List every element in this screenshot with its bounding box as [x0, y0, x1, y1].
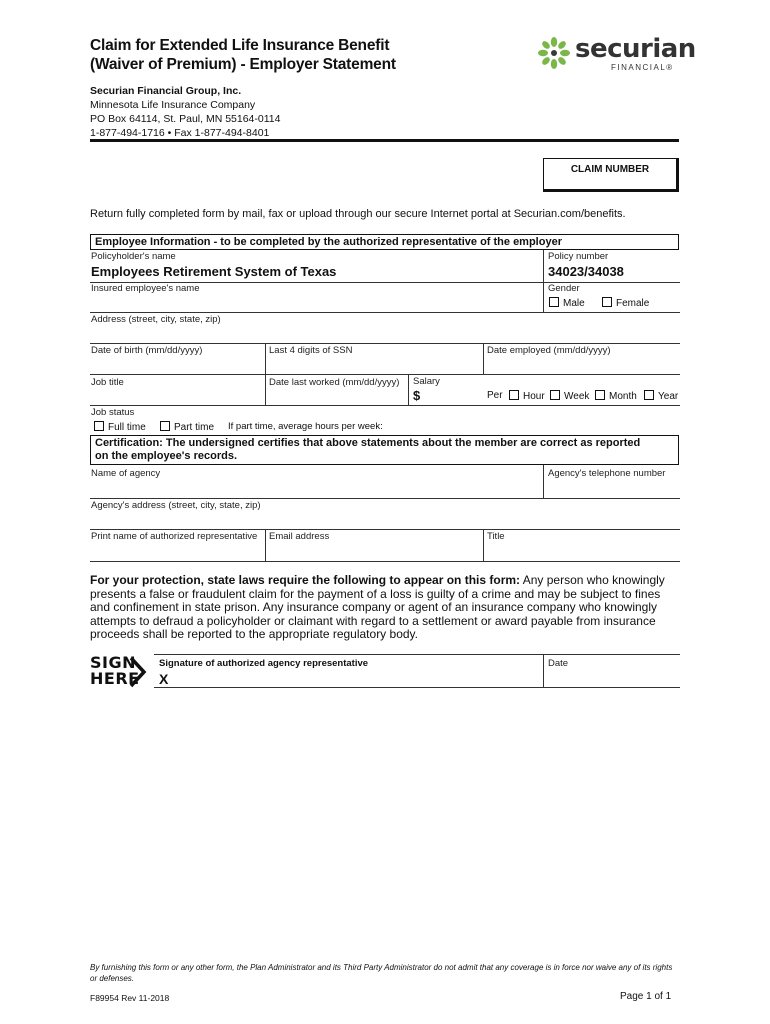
dob-label: Date of birth (mm/dd/yyyy): [91, 345, 203, 356]
part-time-label: Part time: [174, 422, 215, 433]
part-time-checkbox[interactable]: [160, 421, 170, 431]
salary-label: Salary: [413, 376, 440, 387]
certification-title-line2: on the employee's records.: [95, 450, 237, 462]
print-name-field[interactable]: [91, 544, 261, 558]
date-last-worked-field[interactable]: [269, 389, 405, 403]
form-number: F89954 Rev 11-2018: [90, 993, 170, 1003]
employee-section-header: [90, 234, 679, 250]
part-time-hours-field[interactable]: [390, 419, 510, 433]
gender-female-option[interactable]: [602, 297, 649, 309]
divider: [265, 374, 266, 405]
email-label: Email address: [269, 531, 330, 542]
salary-field[interactable]: [425, 388, 480, 402]
agency-address-field[interactable]: [91, 513, 679, 527]
per-year-option[interactable]: [644, 390, 678, 402]
title-field[interactable]: [487, 544, 677, 558]
certification-section-header: [90, 435, 679, 465]
signature-date-label: Date: [548, 658, 569, 669]
form-title-line2: (Waiver of Premium) - Employer Statement: [90, 56, 396, 73]
divider: [90, 529, 680, 530]
date-last-worked-label: Date last worked (mm/dd/yyyy): [269, 377, 400, 388]
company-name: Securian Financial Group, Inc.: [90, 85, 242, 97]
claim-number-label: CLAIM NUMBER: [570, 164, 650, 175]
hour-label: Hour: [523, 391, 545, 402]
ssn-field[interactable]: [269, 358, 479, 372]
year-checkbox[interactable]: [644, 390, 654, 400]
agency-phone-label: Agency's telephone number: [548, 468, 666, 479]
policyholder-label: Policyholder's name: [91, 251, 176, 262]
company-line3: PO Box 64114, St. Paul, MN 55164-0114: [90, 113, 281, 125]
email-field[interactable]: [269, 544, 479, 558]
signature-x-mark: X: [159, 671, 169, 687]
per-week-option[interactable]: [550, 390, 589, 402]
part-time-hours-label: If part time, average hours per week:: [228, 421, 383, 432]
company-line4: 1-877-494-1716 • Fax 1-877-494-8401: [90, 127, 270, 139]
signature-date-field[interactable]: [548, 670, 678, 686]
certification-title-line1: Certification: The undersigned certifies that above statements about the member are correct as reported: [95, 437, 641, 449]
month-checkbox[interactable]: [595, 390, 605, 400]
divider: [154, 654, 680, 655]
job-title-field[interactable]: [91, 389, 261, 403]
fraud-warning-heading: For your protection, state laws require the following to appear on this form:: [90, 573, 521, 587]
policy-number-label: Policy number: [548, 251, 609, 262]
part-time-option[interactable]: [160, 421, 214, 433]
agency-name-label: Name of agency: [91, 468, 161, 479]
page-number: Page 1 of 1: [620, 991, 672, 1002]
job-title-label: Job title: [91, 377, 124, 388]
divider: [408, 374, 409, 405]
address-field[interactable]: [91, 327, 679, 341]
agency-phone-field[interactable]: [548, 481, 678, 495]
salary-dollar-symbol: $: [413, 388, 421, 403]
divider: [90, 405, 680, 406]
signature-label: Signature of authorized agency representative: [159, 658, 369, 669]
divider: [483, 529, 484, 561]
divider: [543, 250, 544, 282]
print-name-label: Print name of authorized representative: [91, 531, 258, 542]
claim-number-box[interactable]: [543, 158, 679, 192]
agency-name-field[interactable]: [91, 481, 539, 495]
agency-address-label: Agency's address (street, city, state, zip): [91, 500, 261, 511]
gender-male-option[interactable]: [549, 297, 585, 309]
per-month-option[interactable]: [595, 390, 637, 402]
sign-here-arrow-icon: [128, 656, 148, 688]
salary-per-label: Per: [487, 390, 503, 401]
footer-disclaimer: By furnishing this form or any other form, the Plan Administrator and its Third Party Administrator do not admit that any coverage is in force nor waive any of its rights or defenses.: [90, 963, 673, 983]
form-title-line1: Claim for Extended Life Insurance Benefit: [90, 37, 390, 54]
date-employed-label: Date employed (mm/dd/yyyy): [487, 345, 611, 356]
fraud-warning-notice: [90, 574, 680, 642]
per-hour-option[interactable]: [509, 390, 545, 402]
ssn-label: Last 4 digits of SSN: [269, 345, 353, 356]
divider: [90, 561, 680, 562]
hour-checkbox[interactable]: [509, 390, 519, 400]
signature-field[interactable]: [175, 670, 539, 686]
week-checkbox[interactable]: [550, 390, 560, 400]
policy-number-field[interactable]: 34023/34038: [548, 264, 624, 279]
employee-section-title: Employee Information - to be completed by the authorized representative of the employer: [95, 236, 562, 248]
divider: [483, 343, 484, 374]
securian-logo: [537, 34, 696, 74]
date-employed-field[interactable]: [487, 358, 677, 372]
company-address-block: [90, 84, 280, 140]
divider: [543, 465, 544, 498]
gender-label: Gender: [548, 283, 580, 294]
year-label: Year: [658, 391, 679, 402]
company-line2: Minnesota Life Insurance Company: [90, 99, 256, 111]
securian-flower-icon: [537, 36, 571, 70]
insured-name-field[interactable]: [91, 296, 539, 310]
male-checkbox[interactable]: [549, 297, 559, 307]
sign-here-line1: SIGN: [90, 653, 136, 672]
month-label: Month: [609, 391, 637, 402]
full-time-option[interactable]: [94, 421, 146, 433]
address-label: Address (street, city, state, zip): [91, 314, 221, 325]
policyholder-field[interactable]: Employees Retirement System of Texas: [91, 264, 337, 279]
form-title: [90, 36, 396, 74]
week-label: Week: [564, 391, 590, 402]
divider: [90, 312, 680, 313]
divider: [543, 654, 544, 687]
dob-field[interactable]: [91, 358, 261, 372]
title-label: Title: [487, 531, 505, 542]
full-time-checkbox[interactable]: [94, 421, 104, 431]
instructions-text: Return fully completed form by mail, fax or upload through our secure Internet portal at Securian.com/benefits.: [90, 208, 626, 220]
logo-subtitle: FINANCIAL®: [611, 63, 674, 72]
female-label: Female: [616, 298, 650, 309]
insured-name-label: Insured employee's name: [91, 283, 200, 294]
full-time-label: Full time: [108, 422, 146, 433]
job-status-label: Job status: [91, 407, 135, 418]
divider: [90, 498, 680, 499]
divider: [90, 374, 680, 375]
divider: [90, 343, 680, 344]
divider: [543, 282, 544, 312]
male-label: Male: [563, 298, 585, 309]
female-checkbox[interactable]: [602, 297, 612, 307]
divider: [265, 529, 266, 561]
divider: [154, 687, 680, 688]
divider: [265, 343, 266, 374]
sign-here-line2: HERE: [90, 669, 140, 688]
header-divider: [90, 139, 679, 142]
logo-wordmark: securian: [575, 34, 696, 64]
fraud-warning-body: Any person who knowingly presents a false or fraudulent claim for the payment of a loss is guilty of a crime and may be subject to fines and confinement in state prison. Any insurance company or agent of an insurance company who knowingly attempts to defraud a policyholder or claimant with regard to a settlement or award payable from insurance proceeds shall be reported to the appropriate regulatory body.: [90, 573, 665, 641]
